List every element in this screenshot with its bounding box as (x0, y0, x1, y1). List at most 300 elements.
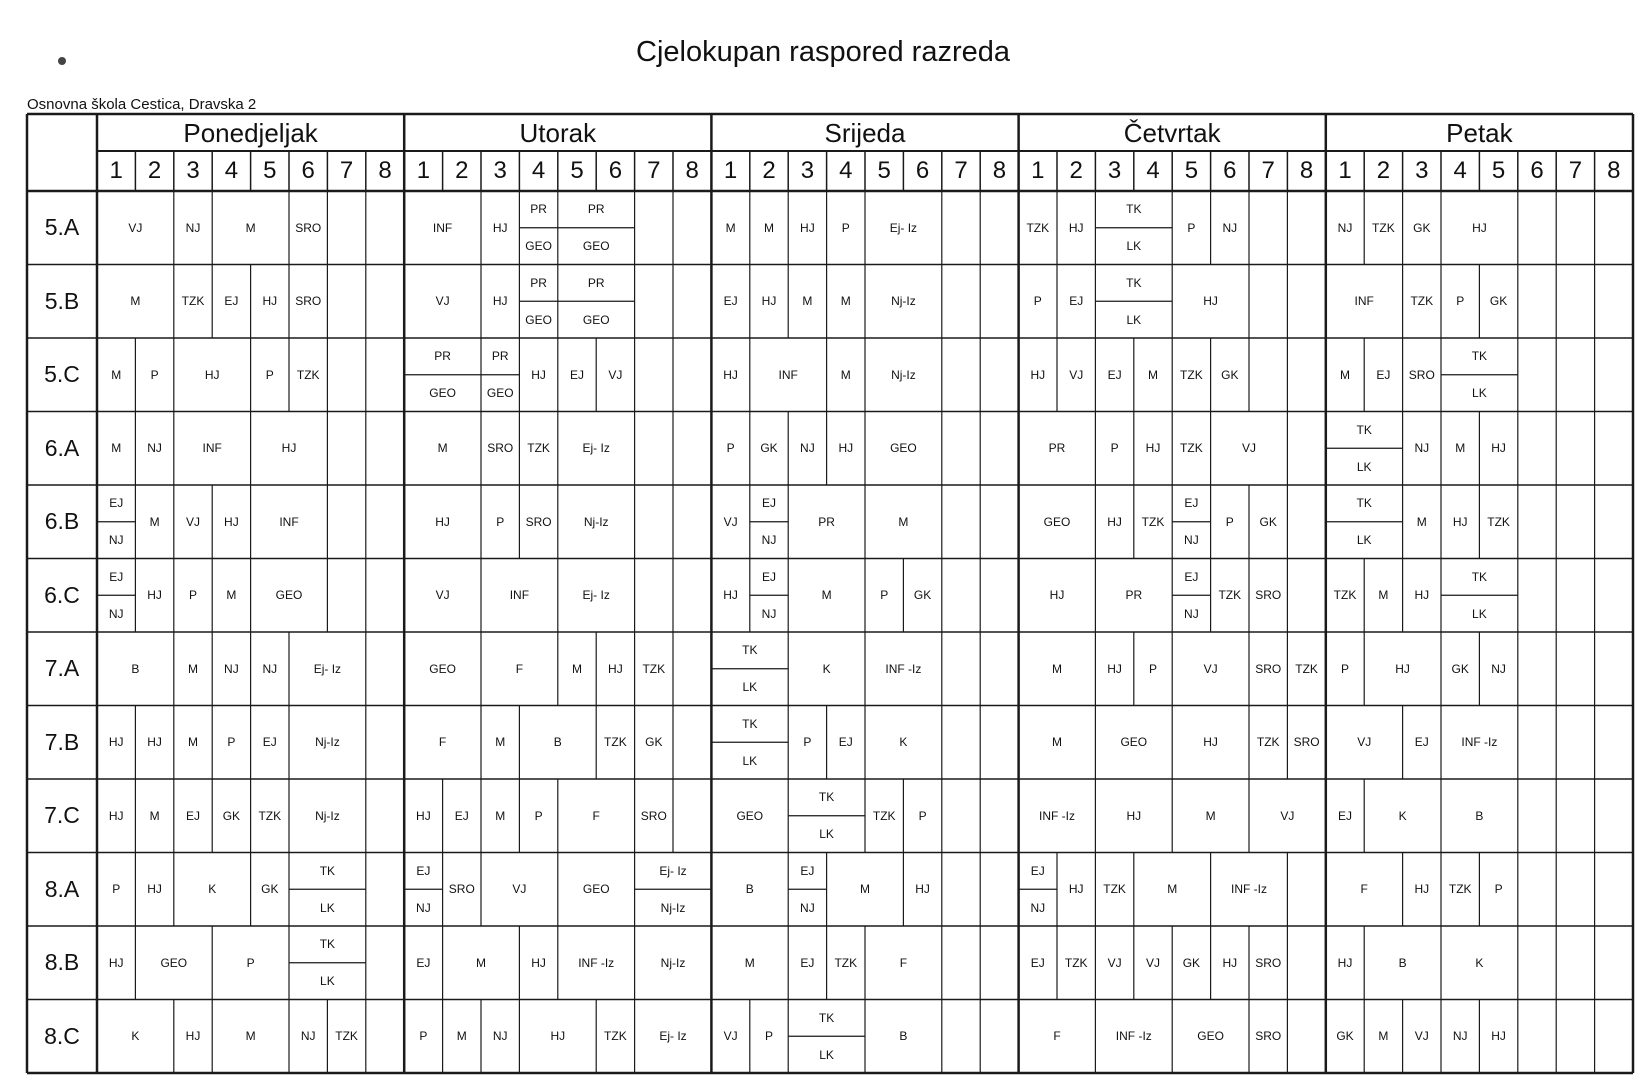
lesson-cell: GK (1182, 955, 1201, 970)
lesson-cell: GK (261, 882, 279, 897)
lesson-cell: LK (819, 827, 834, 842)
lesson-cell: Nj-Iz (660, 900, 686, 915)
lesson-cell (980, 338, 1018, 412)
lesson-cell: HJ (1472, 220, 1487, 235)
lesson-cell: TZK (1487, 514, 1510, 529)
lesson-cell (366, 338, 404, 412)
lesson-cell: LK (1472, 606, 1487, 621)
lesson-cell (1518, 1000, 1556, 1074)
lesson-cell: P (1148, 661, 1157, 676)
lesson-cell: HJ (531, 367, 546, 382)
lesson-cell: B (745, 882, 754, 897)
lesson-cell: LK (1126, 312, 1142, 327)
lesson-cell: TZK (604, 735, 627, 750)
lesson-cell: Nj-Iz (660, 955, 686, 970)
lesson-cell (1595, 191, 1633, 265)
lesson-cell: INF (279, 514, 299, 529)
lesson-cell (327, 338, 365, 412)
lesson-cell: GEO (1043, 514, 1071, 529)
lesson-cell (673, 485, 711, 559)
lesson-cell: EJ (800, 863, 815, 878)
period-number: 2 (1069, 157, 1083, 184)
lesson-cell: VJ (1414, 1029, 1429, 1044)
lesson-cell: EJ (416, 955, 431, 970)
lesson-cell (1556, 265, 1594, 339)
lesson-cell: B (553, 735, 562, 750)
lesson-cell: NJ (224, 661, 239, 676)
lesson-cell: EJ (1184, 569, 1199, 584)
lesson-cell: P (246, 955, 255, 970)
lesson-cell: PR (1125, 588, 1143, 603)
lesson-cell: EJ (224, 294, 239, 309)
lesson-cell: TZK (527, 441, 550, 456)
lesson-cell: M (840, 294, 851, 309)
period-number: 1 (723, 157, 738, 184)
lesson-cell: TK (818, 1010, 835, 1025)
lesson-cell (1518, 191, 1556, 265)
lesson-cell: EJ (838, 735, 853, 750)
lesson-cell: M (149, 514, 160, 529)
lesson-cell (1556, 338, 1594, 412)
lesson-cell: TZK (1103, 882, 1126, 897)
lesson-cell: P (112, 882, 121, 897)
period-number: 4 (1453, 157, 1467, 184)
lesson-cell (366, 853, 404, 927)
lesson-cell: P (496, 514, 505, 529)
lesson-cell: HJ (915, 882, 930, 897)
lesson-cell (1595, 485, 1633, 559)
lesson-cell (1518, 779, 1556, 853)
lesson-cell: P (1110, 441, 1119, 456)
lesson-cell: M (1205, 808, 1216, 823)
period-number: 1 (416, 157, 431, 184)
lesson-cell: TZK (1372, 220, 1395, 235)
lesson-cell: PR (491, 349, 509, 364)
lesson-cell: HJ (1203, 294, 1218, 309)
lesson-cell: GEO (890, 441, 917, 456)
lesson-cell: HJ (185, 1029, 201, 1044)
lesson-cell: NJ (800, 900, 815, 915)
lesson-cell: GEO (486, 386, 514, 401)
lesson-cell: EJ (1414, 735, 1429, 750)
lesson-cell (942, 926, 980, 1000)
lesson-cell: EJ (185, 808, 200, 823)
lesson-cell: NJ (800, 441, 815, 456)
lesson-cell (1556, 632, 1594, 706)
lesson-cell: EJ (1030, 863, 1045, 878)
lesson-cell: GEO (429, 661, 456, 676)
lesson-cell: GEO (736, 808, 764, 823)
lesson-cell: VJ (1203, 661, 1218, 676)
lesson-cell: TZK (642, 661, 666, 676)
lesson-cell: HJ (1030, 367, 1046, 382)
lesson-cell: LK (1356, 459, 1372, 474)
lesson-cell (1287, 485, 1325, 559)
lesson-cell: EJ (1376, 367, 1391, 382)
lesson-cell: TZK (1410, 294, 1434, 309)
lesson-cell: Nj-Iz (891, 294, 916, 309)
period-number: 6 (608, 157, 623, 184)
lesson-cell (980, 706, 1018, 780)
lesson-cell: TK (1471, 569, 1488, 584)
lesson-cell: INF (202, 441, 222, 456)
lesson-cell (1518, 559, 1556, 633)
lesson-cell (1518, 485, 1556, 559)
lesson-cell: HJ (608, 661, 623, 676)
period-number: 3 (1107, 157, 1122, 184)
lesson-cell: INF -Iz (578, 955, 615, 970)
lesson-cell: SRO (1255, 588, 1282, 603)
lesson-cell: GEO (1120, 735, 1148, 750)
lesson-cell (980, 412, 1018, 486)
page-title: Cjelokupan raspored razreda (636, 36, 1010, 68)
period-number: 1 (1031, 157, 1045, 184)
lesson-cell: HJ (108, 735, 124, 750)
lesson-cell (1595, 779, 1633, 853)
lesson-cell: P (880, 588, 889, 603)
lesson-cell: LK (819, 1047, 834, 1062)
lesson-cell: EJ (109, 569, 124, 584)
lesson-cell: HJ (147, 735, 162, 750)
lesson-cell: SRO (640, 808, 667, 823)
lesson-cell: M (1378, 588, 1389, 603)
lesson-cell (942, 191, 980, 265)
lesson-cell (1287, 265, 1325, 339)
lesson-cell: HJ (1107, 514, 1122, 529)
lesson-cell (980, 1000, 1018, 1074)
lesson-cell (1287, 191, 1325, 265)
lesson-cell (1249, 265, 1287, 339)
lesson-cell: K (899, 735, 908, 750)
day-header: Utorak (519, 117, 597, 148)
lesson-cell (1518, 853, 1556, 927)
lesson-cell: K (131, 1029, 140, 1044)
lesson-cell (635, 412, 673, 486)
lesson-cell: NJ (1491, 661, 1506, 676)
lesson-cell: SRO (1408, 367, 1435, 382)
lesson-cell: P (419, 1029, 428, 1044)
lesson-cell: M (1051, 735, 1062, 750)
lesson-cell: HJ (1049, 588, 1065, 603)
lesson-cell: NJ (1337, 220, 1353, 235)
period-number: 8 (685, 157, 699, 184)
lesson-cell (327, 191, 365, 265)
lesson-cell: M (802, 294, 813, 309)
lesson-cell (366, 412, 404, 486)
lesson-cell: TK (742, 716, 758, 731)
lesson-cell: P (1456, 294, 1465, 309)
lesson-cell (1595, 559, 1633, 633)
school-name: Osnovna škola Cestica, Dravska 2 (27, 96, 257, 113)
lesson-cell (366, 632, 404, 706)
day-header: Petak (1446, 117, 1513, 148)
lesson-cell: M (187, 661, 198, 676)
lesson-cell: TZK (1064, 955, 1088, 970)
lesson-cell: P (726, 441, 735, 456)
lesson-cell: GK (1451, 661, 1469, 676)
lesson-cell: GK (222, 808, 241, 823)
period-number: 8 (992, 157, 1007, 184)
lesson-cell (942, 338, 980, 412)
lesson-cell (1595, 632, 1633, 706)
period-number: 5 (263, 157, 277, 184)
lesson-cell: NJ (1030, 900, 1046, 915)
lesson-cell: SRO (487, 441, 514, 456)
lesson-cell: LK (320, 974, 335, 989)
lesson-cell: M (1051, 661, 1062, 676)
lesson-cell (1595, 338, 1633, 412)
lesson-cell: VJ (128, 220, 143, 235)
lesson-cell: F (899, 955, 908, 970)
lesson-cell (1556, 779, 1594, 853)
lesson-cell: TZK (872, 808, 896, 823)
lesson-cell: HJ (108, 955, 124, 970)
lesson-cell (1556, 706, 1594, 780)
lesson-cell: TK (1126, 275, 1142, 290)
lesson-cell: INF (509, 588, 530, 603)
lesson-cell: HJ (224, 514, 239, 529)
lesson-cell: SRO (1293, 735, 1320, 750)
lesson-cell: GK (645, 735, 663, 750)
lesson-cell (1556, 926, 1594, 1000)
lesson-cell: LK (742, 753, 758, 768)
lesson-cell: M (245, 1029, 256, 1044)
period-number: 3 (1415, 157, 1429, 184)
lesson-cell (1518, 338, 1556, 412)
lesson-cell: M (898, 514, 909, 529)
lesson-cell: M (1339, 367, 1350, 382)
lesson-cell: EJ (800, 955, 815, 970)
lesson-cell: M (840, 367, 851, 382)
lesson-cell: M (744, 955, 755, 970)
lesson-cell (942, 853, 980, 927)
lesson-cell (327, 412, 365, 486)
lesson-cell: Nj-Iz (583, 514, 609, 529)
lesson-cell: TZK (1141, 514, 1165, 529)
lesson-cell: TZK (1333, 588, 1357, 603)
lesson-cell (1556, 559, 1594, 633)
class-label: 5.C (44, 361, 80, 388)
lesson-cell: NJ (300, 1029, 316, 1044)
lesson-cell: Ej- Iz (889, 220, 918, 235)
period-number: 7 (647, 157, 661, 184)
lesson-cell: VJ (1280, 808, 1295, 823)
lesson-cell: NJ (108, 533, 124, 548)
lesson-cell: P (1340, 661, 1349, 676)
lesson-cell: SRO (1255, 955, 1282, 970)
lesson-cell: HJ (1491, 441, 1506, 456)
period-number: 6 (1530, 157, 1544, 184)
lesson-cell: K (822, 661, 831, 676)
lesson-cell: M (1455, 441, 1466, 456)
lesson-cell: HJ (1414, 882, 1430, 897)
lesson-cell: NJ (262, 661, 278, 676)
lesson-cell: M (495, 735, 506, 750)
lesson-cell: VJ (608, 367, 623, 382)
period-number: 7 (1261, 157, 1275, 184)
lesson-cell: Ej- Iz (582, 441, 610, 456)
lesson-cell: TK (319, 863, 336, 878)
lesson-cell (942, 559, 980, 633)
lesson-cell (366, 1000, 404, 1074)
class-label: 7.B (44, 728, 80, 755)
lesson-cell: PR (1048, 441, 1066, 456)
lesson-cell: HJ (800, 220, 815, 235)
lesson-cell: NJ (1452, 1029, 1468, 1044)
lesson-cell: INF -Iz (1461, 735, 1498, 750)
class-label: 8.A (44, 875, 80, 902)
lesson-cell (980, 191, 1018, 265)
lesson-cell: VJ (185, 514, 200, 529)
lesson-cell: EJ (1184, 496, 1199, 511)
lesson-cell: P (918, 808, 927, 823)
lesson-cell (1287, 926, 1325, 1000)
lesson-cell: VJ (435, 294, 450, 309)
lesson-cell (635, 265, 673, 339)
lesson-cell: TZK (1180, 367, 1203, 382)
lesson-cell: HJ (1068, 220, 1084, 235)
lesson-cell: M (149, 808, 160, 823)
lesson-cell: F (1053, 1029, 1061, 1044)
lesson-cell: HJ (1107, 661, 1122, 676)
lesson-cell: TK (1126, 202, 1142, 217)
lesson-cell: PR (818, 514, 835, 529)
period-number: 5 (1491, 157, 1506, 184)
lesson-cell: M (725, 220, 736, 235)
lesson-cell: EJ (761, 496, 776, 511)
lesson-cell (1287, 559, 1325, 633)
lesson-cell: HJ (550, 1029, 566, 1044)
period-number: 4 (224, 157, 239, 184)
lesson-cell: P (1033, 294, 1042, 309)
lesson-cell: VJ (723, 1029, 738, 1044)
lesson-cell (942, 485, 980, 559)
lesson-cell: P (150, 367, 159, 382)
lesson-cell: NJ (1184, 533, 1199, 548)
lesson-cell (673, 191, 711, 265)
lesson-cell: NJ (1414, 441, 1430, 456)
lesson-cell: TZK (1448, 882, 1472, 897)
lesson-cell: NJ (185, 220, 201, 235)
lesson-cell: HJ (492, 220, 508, 235)
lesson-cell: INF (1354, 294, 1374, 309)
lesson-cell (1518, 412, 1556, 486)
lesson-cell: VJ (1145, 955, 1160, 970)
lesson-cell: LK (1356, 533, 1372, 548)
lesson-cell: GK (1259, 514, 1277, 529)
lesson-cell: NJ (761, 533, 777, 548)
lesson-cell: TZK (181, 294, 205, 309)
lesson-cell: SRO (1255, 661, 1282, 676)
lesson-cell: EJ (416, 863, 431, 878)
lesson-cell (1556, 853, 1594, 927)
lesson-cell: M (1378, 1029, 1389, 1044)
lesson-cell (327, 559, 365, 633)
class-label: 7.A (44, 655, 80, 682)
lesson-cell (942, 779, 980, 853)
period-number: 5 (570, 157, 584, 184)
lesson-cell: HJ (723, 588, 738, 603)
lesson-cell: SRO (1255, 1029, 1282, 1044)
period-number: 6 (915, 157, 930, 184)
lesson-cell: TK (1356, 422, 1372, 437)
lesson-cell: TZK (1026, 220, 1050, 235)
lesson-cell: HJ (1203, 735, 1218, 750)
lesson-cell: M (456, 1029, 467, 1044)
lesson-cell: PR (434, 349, 451, 364)
lesson-cell (1518, 926, 1556, 1000)
lesson-cell (1595, 1000, 1633, 1074)
lesson-cell: K (1475, 955, 1484, 970)
lesson-cell: GK (1413, 220, 1431, 235)
lesson-cell (635, 191, 673, 265)
lesson-cell: HJ (1491, 1029, 1506, 1044)
lesson-cell: M (571, 661, 582, 676)
lesson-cell (1518, 265, 1556, 339)
lesson-cell: P (1187, 220, 1196, 235)
lesson-cell (366, 485, 404, 559)
day-header: Srijeda (824, 117, 906, 148)
lesson-cell: GEO (275, 588, 303, 603)
lesson-cell: EJ (262, 735, 277, 750)
lesson-cell: NJ (1184, 606, 1199, 621)
lesson-cell: HJ (531, 955, 546, 970)
period-number: 3 (800, 157, 815, 184)
class-label: 6.A (44, 434, 80, 461)
lesson-cell: Ej- Iz (659, 1029, 687, 1044)
lesson-cell: HJ (1452, 514, 1468, 529)
lesson-cell: GEO (525, 312, 552, 327)
lesson-cell: P (188, 588, 197, 603)
lesson-cell: HJ (416, 808, 431, 823)
lesson-cell: TZK (1295, 661, 1318, 676)
lesson-cell: TZK (1256, 735, 1280, 750)
lesson-cell (1287, 412, 1325, 486)
lesson-cell: INF (778, 367, 798, 382)
lesson-cell: M (130, 294, 141, 309)
lesson-cell: P (803, 735, 812, 750)
lesson-cell: K (208, 882, 217, 897)
lesson-cell: TZK (604, 1029, 627, 1044)
lesson-cell (673, 706, 711, 780)
lesson-cell: NJ (1222, 220, 1238, 235)
period-number: 5 (1184, 157, 1199, 184)
lesson-cell: P (227, 735, 236, 750)
lesson-cell: VJ (435, 588, 450, 603)
lesson-cell: TK (742, 643, 758, 658)
lesson-cell: TK (1471, 349, 1488, 364)
lesson-cell: PR (587, 275, 605, 290)
period-number: 2 (147, 157, 162, 184)
lesson-cell: TK (818, 790, 835, 805)
lesson-cell: TZK (1218, 588, 1242, 603)
lesson-cell (327, 265, 365, 339)
lesson-cell (1518, 706, 1556, 780)
lesson-cell: VJ (1357, 735, 1372, 750)
lesson-cell: EJ (1107, 367, 1122, 382)
lesson-cell (1287, 1000, 1325, 1074)
lesson-cell: GEO (525, 239, 552, 254)
lesson-cell: Ej- Iz (313, 661, 342, 676)
lesson-cell (1287, 853, 1325, 927)
lesson-cell (635, 338, 673, 412)
period-number: 7 (954, 157, 968, 184)
lesson-cell (980, 632, 1018, 706)
class-label: 6.B (44, 508, 80, 535)
lesson-cell (980, 926, 1018, 1000)
lesson-cell (366, 265, 404, 339)
lesson-cell (1556, 191, 1594, 265)
